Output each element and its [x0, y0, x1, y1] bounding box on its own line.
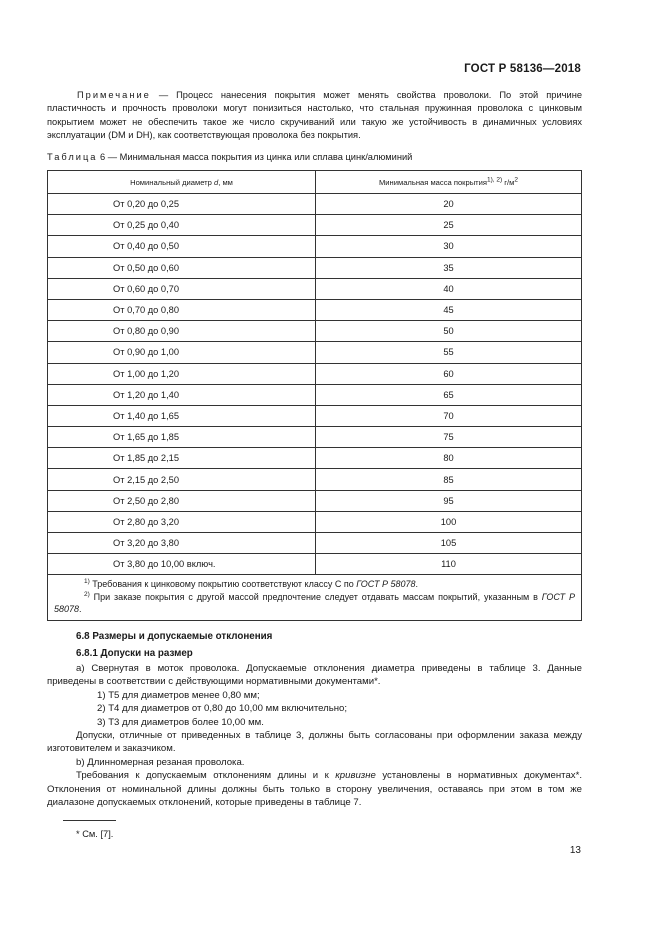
table-footnote-1: $^{1)}$ Требования к цинковому покрытию соответствуют классу С по ГОСТ Р 58078. — [84, 578, 419, 590]
document-code: ГОСТ Р 58136—2018 — [464, 63, 581, 75]
cell-diameter-range: От 1,20 до 1,40 — [48, 384, 316, 405]
paragraph-b: b) Длинномерная резаная проволока. — [76, 756, 245, 768]
table-row — [48, 469, 582, 490]
table-row — [48, 490, 582, 511]
cell-diameter-range: От 3,20 до 3,80 — [48, 533, 316, 554]
footnote-divider — [63, 820, 116, 821]
list-item-3: 3) Т3 для диаметров более 10,00 мм. — [97, 716, 264, 728]
note-label: Примечание — [77, 90, 151, 100]
cell-min-mass: 35 — [316, 257, 582, 278]
table-body — [48, 194, 582, 575]
body-text — [47, 662, 582, 809]
cell-min-mass: 75 — [316, 427, 582, 448]
list-item-1: 1) Т5 для диаметров менее 0,80 мм; — [97, 689, 260, 701]
cell-diameter-range: От 0,60 до 0,70 — [48, 278, 316, 299]
table-row — [48, 321, 582, 342]
cell-min-mass: 40 — [316, 278, 582, 299]
table-header-row — [48, 171, 582, 194]
section-heading-6-8: 6.8 Размеры и допускаемые отклонения — [76, 631, 273, 642]
cell-min-mass: 95 — [316, 490, 582, 511]
col-header-diameter: Номинальный диаметр d, мм — [48, 171, 316, 194]
cell-diameter-range: От 0,40 до 0,50 — [48, 236, 316, 257]
cell-min-mass: 60 — [316, 363, 582, 384]
table-row — [48, 554, 582, 575]
note-text: — Процесс нанесения покрытия может менять свойства проволоки. По этой причине пластичность и прочность проволоки могут понизиться настолько, что стальная пружинная проволока с цинковым покрытием может не обеспечить такое же число скручиваний или такую же устойчивость в динамичных условиях эксплуатации (DM и DH), как соответствующая проволока без покрытия. — [47, 90, 582, 140]
cell-min-mass: 30 — [316, 236, 582, 257]
paragraph-requirements: Требования к допускаемым отклонениям длины и к кривизне установлены в нормативных документах*. Отклонения от номинальной длины должны быть только в сторону увеличения, оставаясь при этом в том же диалазоне допускаемых отклонений, которые приведены в таблице 7. — [47, 770, 583, 809]
table-row — [48, 215, 582, 236]
table-row — [48, 257, 582, 278]
cell-min-mass: 110 — [316, 554, 582, 575]
table-row — [48, 194, 582, 215]
table-row — [48, 448, 582, 469]
table-row — [48, 405, 582, 426]
table-footnotes — [48, 575, 582, 621]
page-number: 13 — [569, 845, 581, 856]
table-row — [48, 278, 582, 299]
cell-min-mass: 45 — [316, 299, 582, 320]
cell-diameter-range: От 0,20 до 0,25 — [48, 194, 316, 215]
cell-diameter-range: От 0,50 до 0,60 — [48, 257, 316, 278]
cell-diameter-range: От 3,80 до 10,00 включ. — [48, 554, 316, 575]
cell-diameter-range: От 0,80 до 0,90 — [48, 321, 316, 342]
table-row — [48, 342, 582, 363]
cell-diameter-range: От 2,80 до 3,20 — [48, 511, 316, 532]
cell-diameter-range: От 2,50 до 2,80 — [48, 490, 316, 511]
table-row — [48, 533, 582, 554]
cell-diameter-range: От 0,90 до 1,00 — [48, 342, 316, 363]
cell-min-mass: 50 — [316, 321, 582, 342]
paragraph-a: а) Свернутая в моток проволока. Допускаемые отклонения диаметра приведены в таблице 3. Данные приведены в соответствии с действующими нормативными документами*. — [47, 663, 582, 688]
table-footnotes-row — [48, 575, 582, 621]
cell-diameter-range: От 1,40 до 1,65 — [48, 405, 316, 426]
note-paragraph — [47, 89, 582, 142]
table-row — [48, 363, 582, 384]
cell-min-mass: 80 — [316, 448, 582, 469]
col-header-mass: Минимальная масса покрытия$^{1), 2)}$ $г/м^2$ — [316, 171, 582, 194]
cell-diameter-range: От 1,00 до 1,20 — [48, 363, 316, 384]
table-row — [48, 384, 582, 405]
cell-min-mass: 85 — [316, 469, 582, 490]
cell-diameter-range: От 1,65 до 1,85 — [48, 427, 316, 448]
cell-min-mass: 55 — [316, 342, 582, 363]
coating-mass-table — [47, 170, 582, 621]
table-caption — [47, 152, 412, 162]
table-row — [48, 427, 582, 448]
paragraph-tolerances: Допуски, отличные от приведенных в таблице 3, должны быть согласованы при оформлении заказа между изготовителем и заказчиком. — [47, 730, 582, 755]
table-footnote-2: $^{2)}$ При заказе покрытия с другой массой предпочтение следует отдавать массам покрытий, указанным в ГОСТ Р 58078. — [54, 590, 575, 615]
cell-min-mass: 25 — [316, 215, 582, 236]
table-row — [48, 236, 582, 257]
table-row — [48, 299, 582, 320]
cell-min-mass: 105 — [316, 533, 582, 554]
table-caption-label: Таблица — [47, 152, 98, 162]
cell-min-mass: 70 — [316, 405, 582, 426]
section-heading-6-8-1: 6.8.1 Допуски на размер — [76, 648, 193, 659]
cell-diameter-range: От 1,85 до 2,15 — [48, 448, 316, 469]
cell-min-mass: 65 — [316, 384, 582, 405]
table-caption-text: 6 — Минимальная масса покрытия из цинка или сплава цинк/алюминий — [97, 152, 413, 162]
cell-min-mass: 20 — [316, 194, 582, 215]
list-item-2: 2) Т4 для диаметров от 0,80 до 10,00 мм включительно; — [97, 703, 348, 715]
cell-diameter-range: От 0,70 до 0,80 — [48, 299, 316, 320]
cell-diameter-range: От 2,15 до 2,50 — [48, 469, 316, 490]
cell-diameter-range: От 0,25 до 0,40 — [48, 215, 316, 236]
page-footnote: * См. [7]. — [76, 829, 114, 839]
cell-min-mass: 100 — [316, 511, 582, 532]
table-row — [48, 511, 582, 532]
